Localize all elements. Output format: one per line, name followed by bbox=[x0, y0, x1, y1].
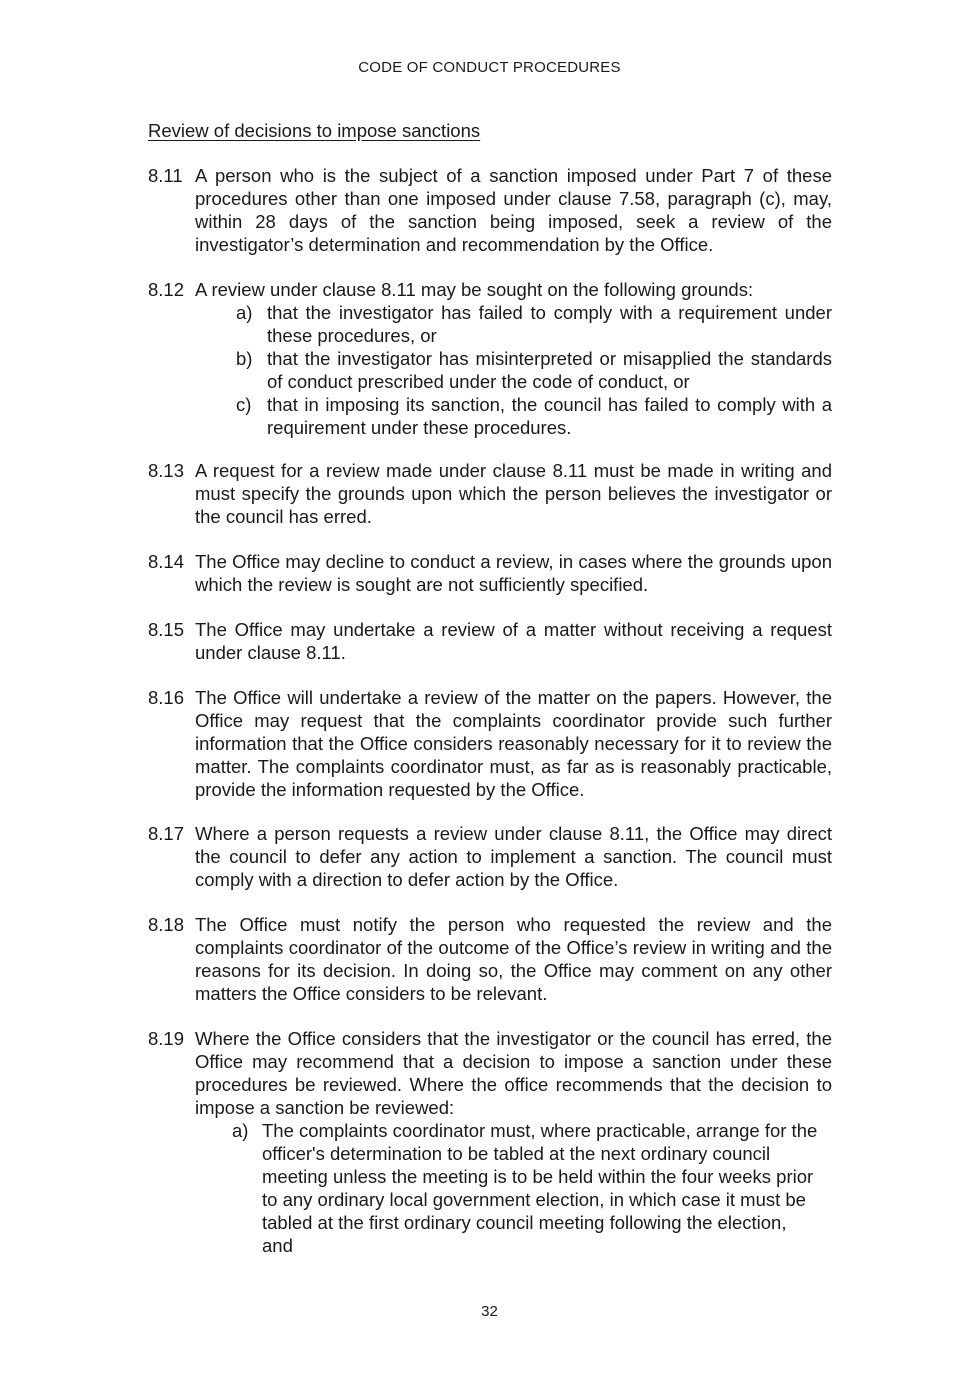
clause-8-14 bbox=[148, 550, 832, 596]
list-item-label: c) bbox=[236, 394, 252, 415]
clause-number: 8.19 bbox=[148, 1028, 185, 1049]
list-item-label: a) bbox=[232, 1120, 249, 1141]
clause-text: Where a person requests a review under clause 8.11, the Office may direct the council to defer any action to implement a sanction. The council must comply with a direction to defer action by the Office. bbox=[195, 823, 832, 890]
clause-number: 8.14 bbox=[148, 551, 185, 572]
list-item bbox=[195, 1119, 832, 1257]
clause-text: A request for a review made under clause 8.11 must be made in writing and must specify the grounds upon which the person believes the investigator or the council has erred. bbox=[195, 460, 832, 527]
clause-text: The Office will undertake a review of the matter on the papers. However, the Office may request that the complaints coordinator provide such further information that the Office considers reasonably necessary for it to review the matter. The complaints coordinator must, as far as is reasonably practicable, provide the information requested by the Office. bbox=[195, 687, 832, 800]
clause-number: 8.15 bbox=[148, 619, 185, 640]
clause-number: 8.17 bbox=[148, 823, 185, 844]
running-header: CODE OF CONDUCT PROCEDURES bbox=[358, 59, 621, 76]
clause-8-13 bbox=[148, 459, 832, 528]
clause-text: A person who is the subject of a sanction imposed under Part 7 of these procedures other than one imposed under clause 7.58, paragraph (c), may, within 28 days of the sanction being imposed, seek a review of the investigator’s determination and recommendation by the Office. bbox=[195, 165, 832, 255]
page-number: 32 bbox=[481, 1303, 498, 1320]
list-item-text: The complaints coordinator must, where practicable, arrange for the officer's determination to be tabled at the next ordinary council meeting unless the meeting is to be held within the four weeks prior to any ordinary local government election, in which case it must be tabled at the first ordinary council meeting following the election, and bbox=[262, 1120, 818, 1256]
clause-8-17 bbox=[148, 822, 832, 891]
list-item bbox=[195, 301, 832, 347]
list-item-label: a) bbox=[236, 302, 253, 323]
clause-text: Where the Office considers that the investigator or the council has erred, the Office may recommend that a decision to impose a sanction under these procedures be reviewed. Where the office recommends that the decision to impose a sanction be reviewed: bbox=[195, 1028, 832, 1118]
clause-list bbox=[195, 301, 832, 439]
list-item-text: that in imposing its sanction, the council has failed to comply with a requirement under these procedures. bbox=[267, 394, 832, 438]
clause-text: The Office may undertake a review of a matter without receiving a request under clause 8.11. bbox=[195, 619, 832, 663]
clause-number: 8.11 bbox=[148, 165, 183, 186]
section-title: Review of decisions to impose sanctions bbox=[148, 120, 481, 141]
clause-number: 8.18 bbox=[148, 914, 185, 935]
clause-8-19 bbox=[148, 1027, 832, 1257]
clause-list bbox=[195, 1119, 832, 1257]
clause-number: 8.16 bbox=[148, 687, 185, 708]
clause-8-15 bbox=[148, 618, 832, 664]
clause-text: A review under clause 8.11 may be sought on the following grounds: bbox=[195, 279, 754, 300]
list-item-text: that the investigator has misinterpreted or misapplied the standards of conduct prescribed under the code of conduct, or bbox=[267, 348, 832, 392]
list-item-label: b) bbox=[236, 348, 253, 369]
clause-text: The Office must notify the person who requested the review and the complaints coordinator of the outcome of the Office’s review in writing and the reasons for its decision. In doing so, the Office may comment on any other matters the Office considers to be relevant. bbox=[195, 914, 832, 1004]
clause-8-12 bbox=[148, 278, 832, 439]
list-item bbox=[195, 347, 832, 393]
clause-number: 8.12 bbox=[148, 279, 185, 300]
clause-text: The Office may decline to conduct a review, in cases where the grounds upon which the review is sought are not sufficiently specified. bbox=[195, 551, 832, 595]
clause-8-16 bbox=[148, 686, 832, 801]
list-item-text: that the investigator has failed to comply with a requirement under these procedures, or bbox=[267, 302, 832, 346]
list-item bbox=[195, 393, 832, 439]
clause-8-11 bbox=[148, 164, 832, 256]
clause-number: 8.13 bbox=[148, 460, 185, 481]
clause-8-18 bbox=[148, 913, 832, 1005]
